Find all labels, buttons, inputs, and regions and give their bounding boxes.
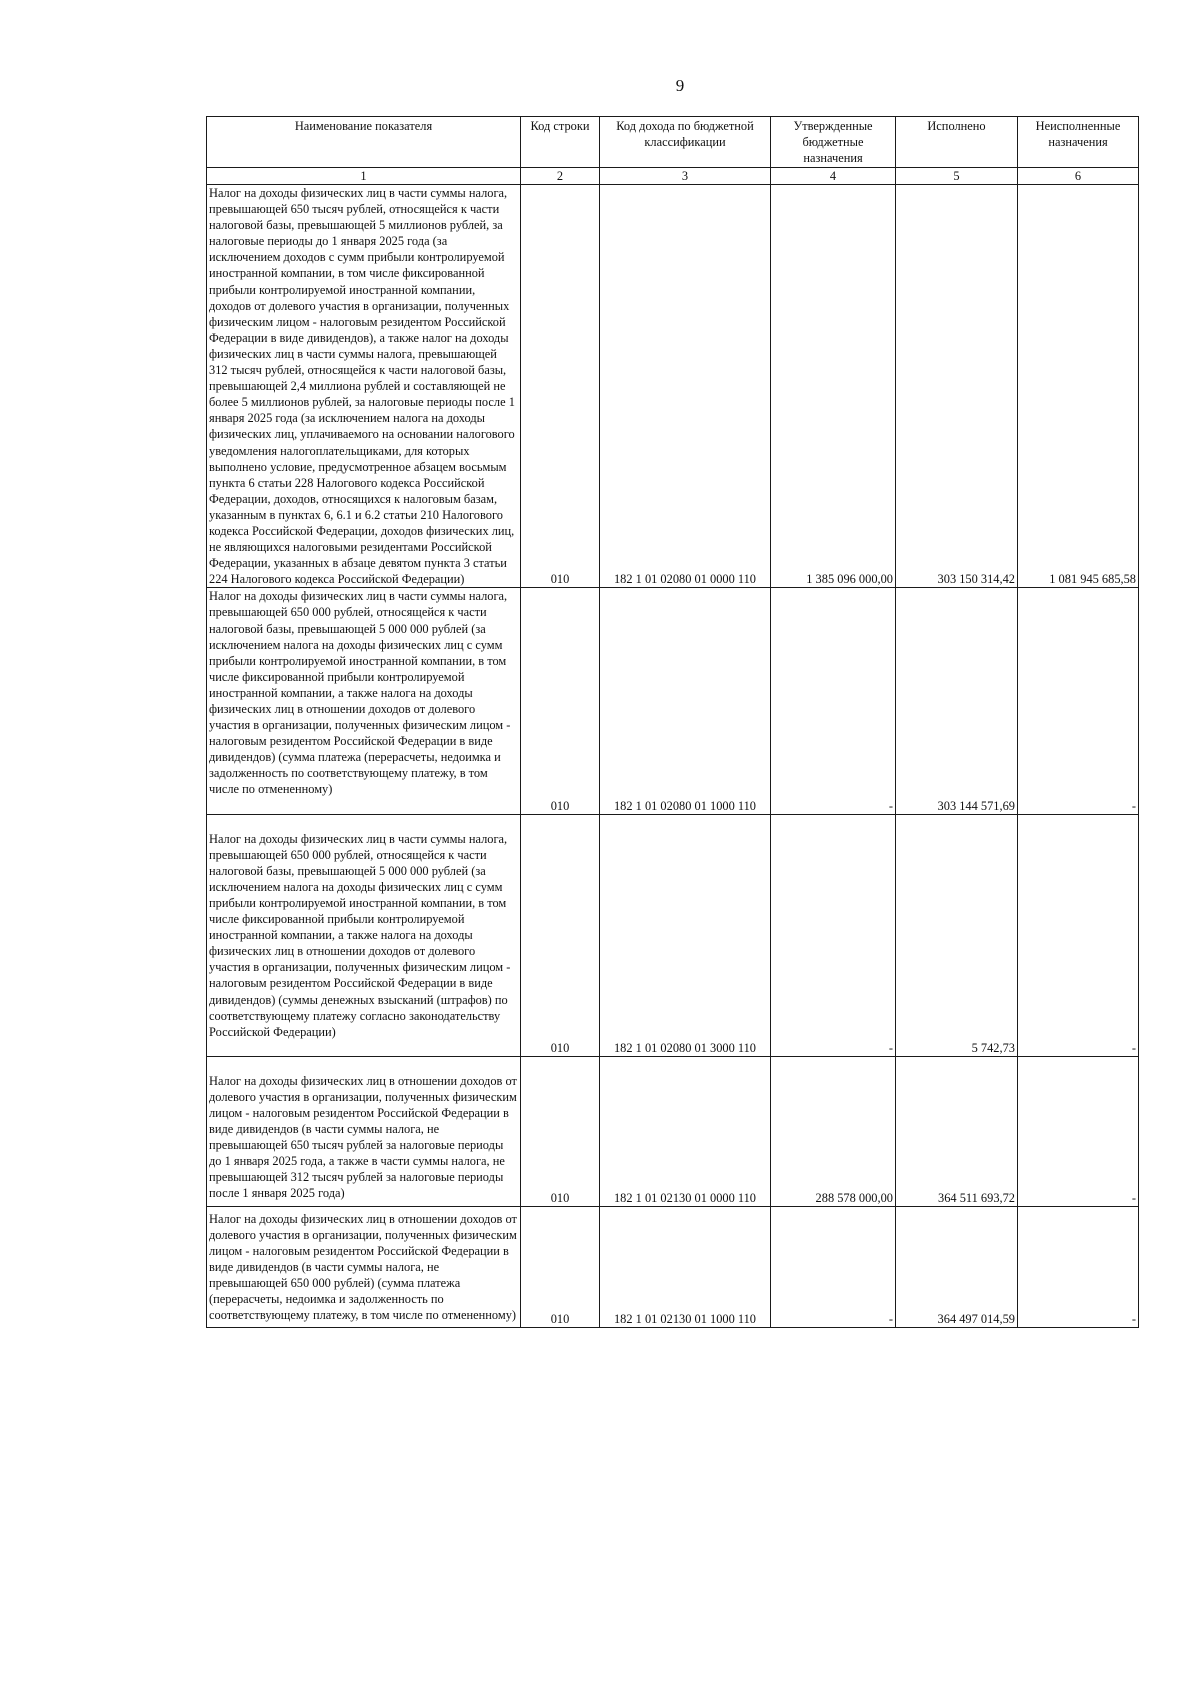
header-line-code: Код строки [521,117,600,168]
income-code: 182 1 01 02080 01 0000 110 [600,185,771,588]
income-code: 182 1 01 02130 01 0000 110 [600,1056,771,1206]
column-number: 6 [1018,168,1139,185]
column-number: 1 [207,168,521,185]
indicator-name: Налог на доходы физических лиц в части суммы налога, превышающей 650 000 рублей, относящейся к части налоговой базы, превышающей 5 000 000 рублей (за исключением налога на доходы физических лиц с сумм прибыли контролируемой иностранной компании, в том числе фиксированной прибыли контролируемой иностранной компании, а также налога на доходы физических лиц в отношении доходов от долевого участия в организации, полученных физическим лицом - налоговым резидентом Российской Федерации в виде дивидендов) (сумма платежа (перерасчеты, недоимка и задолженность по соответствующему платежу, в том числе по отмененному) [207,588,521,814]
budget-income-table [206,116,1139,1328]
income-code: 182 1 01 02080 01 1000 110 [600,588,771,814]
executed-amount: 364 511 693,72 [896,1056,1018,1206]
page-number: 9 [675,76,685,95]
column-number-row [207,168,1139,185]
header-unexecuted: Неисполненные назначения [1018,117,1139,168]
header-approved: Утвержденные бюджетные назначения [771,117,896,168]
executed-amount: 303 150 314,42 [896,185,1018,588]
table-row [207,1056,1139,1206]
header-executed: Исполнено [896,117,1018,168]
income-code: 182 1 01 02080 01 3000 110 [600,814,771,1056]
indicator-name: Налог на доходы физических лиц в отношении доходов от долевого участия в организации, полученных физическим лицом - налоговым резидентом Российской Федерации в виде дивидендов (в части суммы налога, не превышающей 650 000 рублей) (сумма платежа (перерасчеты, недоимка и задолженность по соответствующему платежу, в том числе по отмененному) [207,1206,521,1328]
approved-amount: - [771,588,896,814]
header-income-code: Код дохода по бюджетной классификации [600,117,771,168]
table-row [207,588,1139,814]
line-code: 010 [521,1206,600,1328]
unexecuted-amount: - [1018,1056,1139,1206]
line-code: 010 [521,588,600,814]
unexecuted-amount: - [1018,814,1139,1056]
executed-amount: 5 742,73 [896,814,1018,1056]
table-row [207,185,1139,588]
approved-amount: - [771,814,896,1056]
unexecuted-amount: - [1018,1206,1139,1328]
table-row [207,814,1139,1056]
indicator-name: Налог на доходы физических лиц в части суммы налога, превышающей 650 000 рублей, относящейся к части налоговой базы, превышающей 5 000 000 рублей (за исключением налога на доходы физических лиц с сумм прибыли контролируемой иностранной компании, в том числе фиксированной прибыли контролируемой иностранной компании, а также налога на доходы физических лиц в отношении доходов от долевого участия в организации, полученных физическим лицом - налоговым резидентом Российской Федерации в виде дивидендов) (суммы денежных взысканий (штрафов) по соответствующему платежу согласно законодательству Российской Федерации) [207,814,521,1056]
table-row [207,1206,1139,1328]
executed-amount: 364 497 014,59 [896,1206,1018,1328]
approved-amount: 1 385 096 000,00 [771,185,896,588]
approved-amount: - [771,1206,896,1328]
line-code: 010 [521,814,600,1056]
income-code: 182 1 01 02130 01 1000 110 [600,1206,771,1328]
column-number: 2 [521,168,600,185]
line-code: 010 [521,185,600,588]
column-number: 5 [896,168,1018,185]
approved-amount: 288 578 000,00 [771,1056,896,1206]
unexecuted-amount: - [1018,588,1139,814]
column-number: 3 [600,168,771,185]
executed-amount: 303 144 571,69 [896,588,1018,814]
header-indicator-name: Наименование показателя [207,117,521,168]
line-code: 010 [521,1056,600,1206]
indicator-name: Налог на доходы физических лиц в отношении доходов от долевого участия в организации, полученных физическим лицом - налоговым резидентом Российской Федерации в виде дивидендов (в части суммы налога, не превышающей 650 тысяч рублей за налоговые периоды до 1 января 2025 года, а также в части суммы налога, не превышающей 312 тысяч рублей за налоговые периоды после 1 января 2025 года) [207,1056,521,1206]
column-number: 4 [771,168,896,185]
unexecuted-amount: 1 081 945 685,58 [1018,185,1139,588]
table-header-row [207,117,1139,168]
indicator-name: Налог на доходы физических лиц в части суммы налога, превышающей 650 тысяч рублей, относящейся к части налоговой базы, превышающей 5 миллионов рублей, за налоговые периоды до 1 января 2025 года (за исключением доходов с сумм прибыли контролируемой иностранной компании, в том числе фиксированной прибыли контролируемой иностранной компании, доходов от долевого участия в организации, полученных физическим лицом - налоговым резидентом Российской Федерации в виде дивидендов), а также налог на доходы физических лиц в части суммы налога, превышающей 312 тысяч рублей, относящейся к части налоговой базы, превышающей 2,4 миллиона рублей и составляющей не более 5 миллионов рублей, за налоговые периоды после 1 января 2025 года (за исключением налога на доходы физических лиц, уплачиваемого на основании налогового уведомления налогоплательщиками, для которых выполнено условие, предусмотренное абзацем восьмым пункта 6 статьи 228 Налогового кодекса Российской Федерации, доходов, относящихся к налоговым базам, указанным в пунктах 6, 6.1 и 6.2 статьи 210 Налогового кодекса Российской Федерации, доходов физических лиц, не являющихся налоговыми резидентами Российской Федерации, указанных в абзаце девятом пункта 3 статьи 224 Налогового кодекса Российской Федерации) [207,185,521,588]
